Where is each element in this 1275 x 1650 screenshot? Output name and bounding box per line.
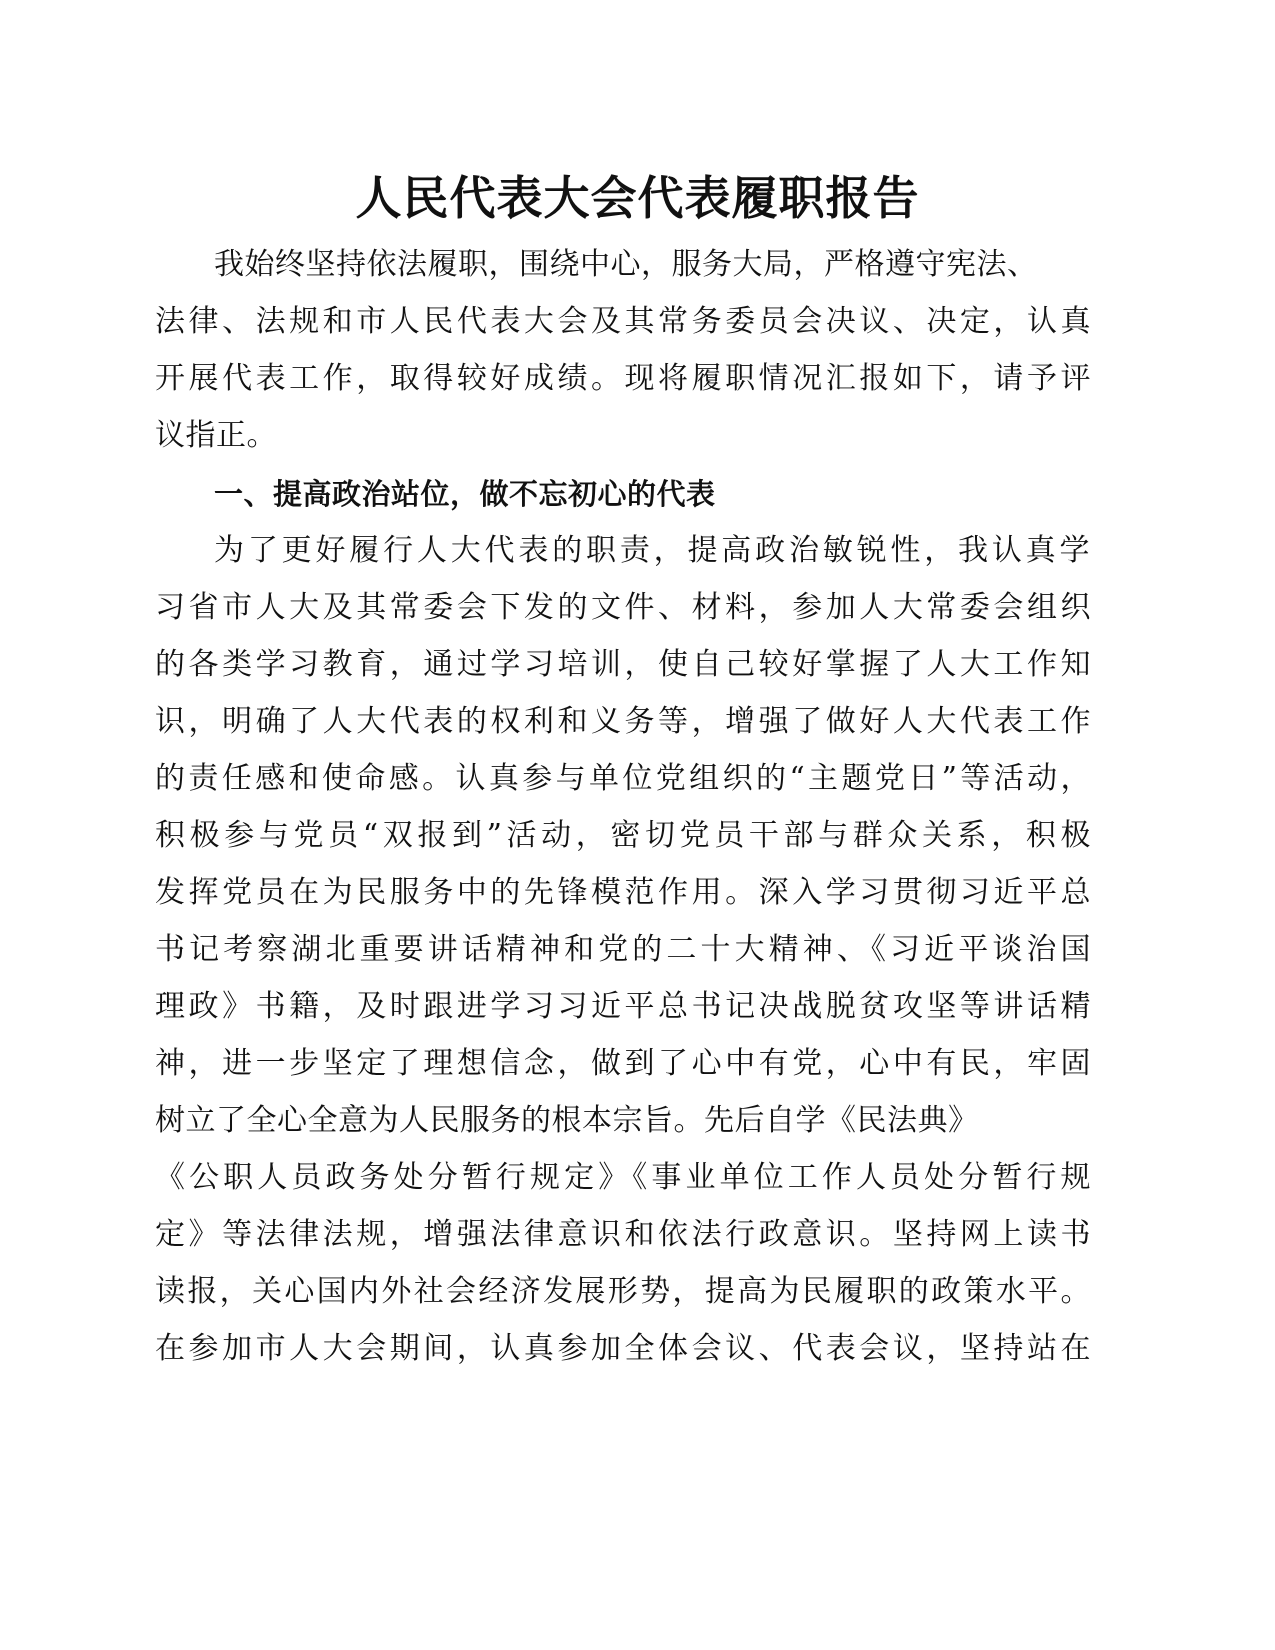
paragraph-line: 我始终坚持依法履职，围绕中心，服务大局，严格遵守宪法、 xyxy=(214,247,1038,282)
paragraph-line: 法律、法规和市人民代表大会及其常务委员会决议、决定，认真 xyxy=(155,304,1091,339)
paragraph-line: 《公职人员政务处分暂行规定》《事业单位工作人员处分暂行规 xyxy=(155,1160,1091,1195)
paragraph-line: 定》等法律法规，增强法律意识和依法行政意识。坚持网上读书 xyxy=(155,1217,1091,1252)
paragraph-line: 议指正。 xyxy=(155,418,277,453)
paragraph-line: 积极参与党员“双报到”活动，密切党员干部与群众关系，积极 xyxy=(155,818,1091,853)
paragraph-line: 理政》书籍，及时跟进学习习近平总书记决战脱贫攻坚等讲话精 xyxy=(155,989,1091,1024)
paragraph-line: 识，明确了人大代表的权利和义务等，增强了做好人大代表工作 xyxy=(155,704,1091,739)
paragraph-line: 神，进一步坚定了理想信念，做到了心中有党，心中有民，牢固 xyxy=(155,1046,1091,1081)
section-heading: 一、提高政治站位，做不忘初心的代表 xyxy=(214,477,716,511)
paragraph-line: 读报，关心国内外社会经济发展形势，提高为民履职的政策水平。 xyxy=(155,1274,1091,1309)
paragraph-line: 书记考察湖北重要讲话精神和党的二十大精神、《习近平谈治国 xyxy=(155,932,1091,967)
paragraph-line: 的各类学习教育，通过学习培训，使自己较好掌握了人大工作知 xyxy=(155,647,1091,682)
paragraph-line: 开展代表工作，取得较好成绩。现将履职情况汇报如下，请予评 xyxy=(155,361,1091,396)
paragraph-line: 的责任感和使命感。认真参与单位党组织的“主题党日”等活动， xyxy=(155,761,1091,796)
paragraph-line: 树立了全心全意为人民服务的根本宗旨。先后自学《民法典》 xyxy=(155,1103,979,1138)
paragraph-line: 习省市人大及其常委会下发的文件、材料，参加人大常委会组织 xyxy=(155,590,1091,625)
paragraph-line: 发挥党员在为民服务中的先锋模范作用。深入学习贯彻习近平总 xyxy=(155,875,1091,910)
paragraph-line: 在参加市人大会期间，认真参加全体会议、代表会议，坚持站在 xyxy=(155,1331,1091,1366)
paragraph-line: 为了更好履行人大代表的职责，提高政治敏锐性，我认真学 xyxy=(214,533,1090,568)
document-title: 人民代表大会代表履职报告 xyxy=(355,171,920,225)
